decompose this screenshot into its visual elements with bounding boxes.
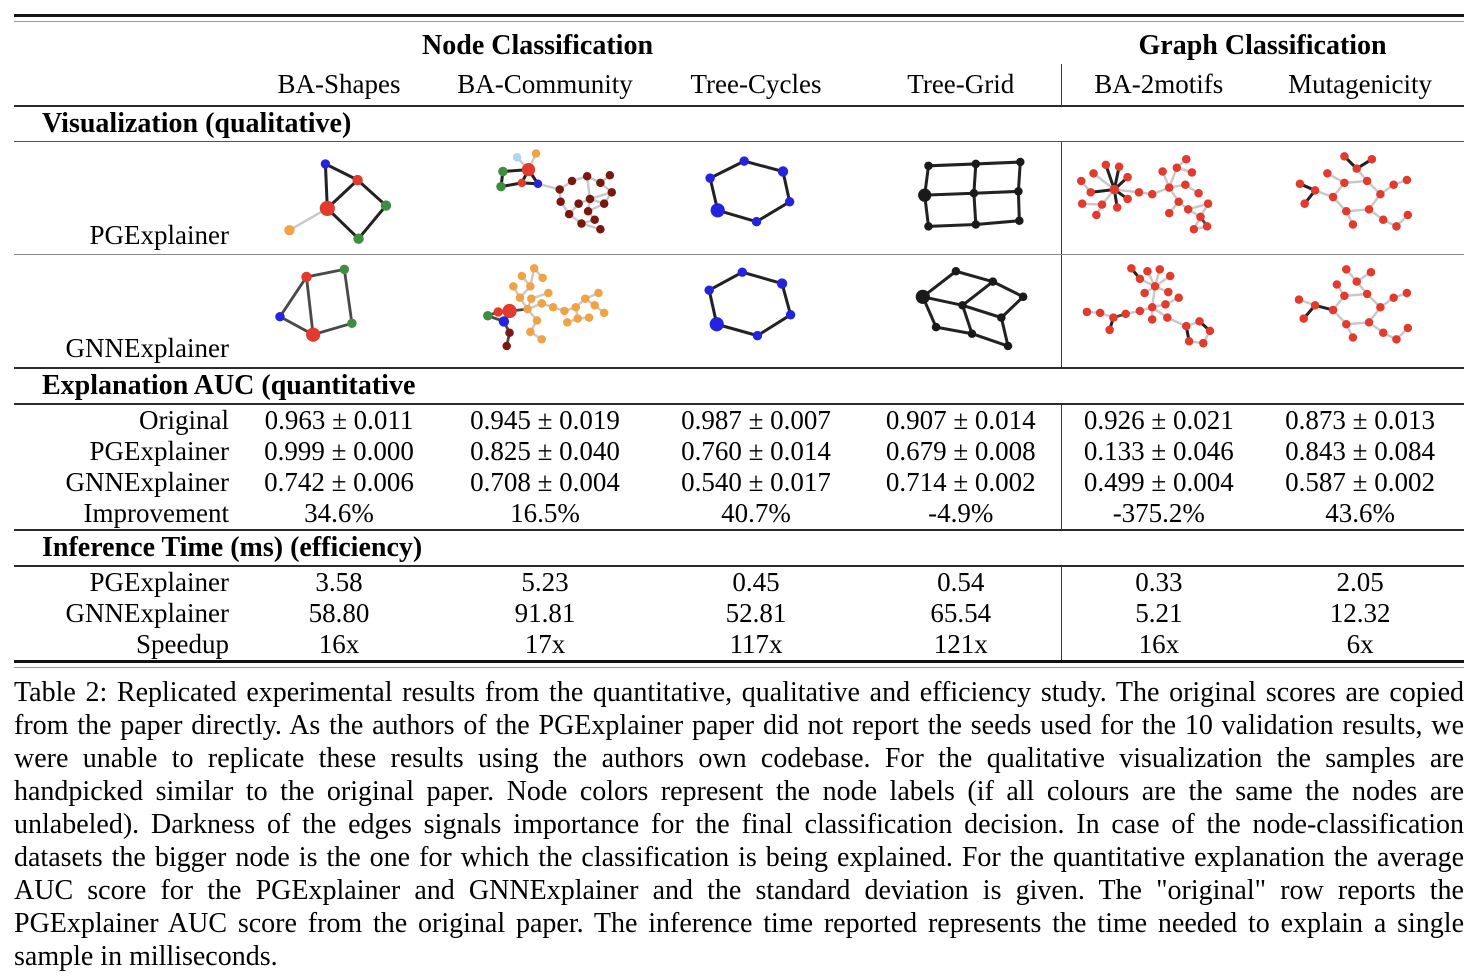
time-value-cell: 5.23	[521, 567, 569, 597]
auc-value-cell: 0.825 ± 0.040	[470, 436, 620, 466]
section-visualization-row	[14, 106, 1464, 142]
row-label: GNNExplainer	[65, 598, 229, 628]
viz-pg-ba-community-graph	[443, 145, 648, 251]
time-value-cell: 52.81	[725, 598, 787, 628]
row-label: GNNExplainer	[65, 467, 229, 497]
time-value-cell: 12.32	[1329, 598, 1391, 628]
time-value-cell: 91.81	[514, 598, 576, 628]
auc-value-cell: 0.987 ± 0.007	[681, 405, 831, 435]
viz-gnn-ba-shapes-graph	[239, 258, 444, 364]
speedup-cell: 121x	[933, 629, 988, 659]
viz-gnn-tree-grid-graph	[861, 258, 1066, 364]
column-header-tree-grid: Tree-Grid	[861, 64, 1061, 106]
auc-value-cell: 0.540 ± 0.017	[681, 467, 831, 497]
speedup-cell: 16x	[1061, 629, 1256, 660]
column-header-mutagenicity: Mutagenicity	[1256, 64, 1464, 106]
auc-value-cell: 0.907 ± 0.014	[885, 405, 1036, 435]
auc-row-improvement	[14, 498, 1464, 530]
time-value-cell: 0.45	[732, 567, 780, 597]
improvement-cell: 40.7%	[651, 498, 861, 530]
column-header-ba-community: BA-Community	[439, 64, 651, 106]
viz-gnn-tree-cycles-graph	[654, 258, 859, 364]
row-label: Original	[139, 405, 229, 435]
auc-value-cell: 0.963 ± 0.011	[264, 405, 414, 435]
auc-value-cell: 0.708 ± 0.004	[470, 467, 620, 497]
time-value-cell: 65.54	[930, 598, 992, 628]
group-header-graph-classification: Graph Classification	[1138, 30, 1387, 61]
viz-pg-ba-shapes-graph	[239, 145, 444, 251]
viz-pg-mutagenicity-graph	[1258, 145, 1463, 251]
column-header-empty	[14, 64, 239, 106]
row-label: GNNExplainer	[65, 333, 229, 363]
time-row-pgexplainer	[14, 566, 1464, 598]
column-header-ba-shapes: BA-Shapes	[239, 64, 439, 106]
auc-value-cell: 0.587 ± 0.002	[1285, 467, 1435, 497]
time-value-cell: 5.21	[1061, 598, 1256, 629]
section-title-visualization: Visualization (qualitative)	[14, 106, 1464, 142]
improvement-cell: -375.2%	[1061, 498, 1256, 530]
auc-value-cell: 0.679 ± 0.008	[885, 436, 1036, 466]
auc-value-cell: 0.760 ± 0.014	[681, 436, 831, 466]
auc-value-cell: 0.714 ± 0.002	[885, 467, 1036, 497]
group-header-node-classification: Node Classification	[422, 30, 654, 61]
table-top-rule	[14, 14, 1464, 22]
speedup-cell: 17x	[524, 629, 566, 659]
column-header-tree-cycles: Tree-Cycles	[651, 64, 861, 106]
row-label: PGExplainer	[14, 142, 239, 255]
time-value-cell: 58.80	[308, 598, 370, 628]
row-label: Speedup	[136, 629, 229, 659]
speedup-cell: 6x	[1346, 629, 1374, 659]
section-auc-row	[14, 368, 1464, 404]
column-header-ba-2motifs: BA-2motifs	[1061, 64, 1256, 106]
auc-value-cell: 0.133 ± 0.046	[1061, 436, 1256, 467]
viz-row-gnnexplainer	[14, 255, 1464, 369]
improvement-cell: 34.6%	[239, 498, 439, 530]
results-table	[14, 22, 1464, 660]
section-title-auc: Explanation AUC (quantitative	[14, 368, 1464, 404]
section-time-row	[14, 530, 1464, 566]
auc-value-cell: 0.843 ± 0.084	[1285, 436, 1435, 466]
time-value-cell: 3.58	[315, 567, 363, 597]
time-row-speedup	[14, 629, 1464, 660]
viz-pg-ba-2motifs-graph	[1062, 145, 1267, 251]
auc-value-cell: 0.945 ± 0.019	[470, 405, 620, 435]
viz-gnn-ba-community-graph	[443, 258, 648, 364]
auc-row-gnnexplainer	[14, 467, 1464, 498]
results-table-wrap	[14, 14, 1464, 668]
speedup-cell: 16x	[318, 629, 360, 659]
auc-value-cell: 0.999 ± 0.000	[264, 436, 414, 466]
table-caption: Table 2: Replicated experimental results from the quantitative, qualitative and efficiency study. The original scores are copied from the paper directly. As the authors of the PGExplainer paper did not report the seeds used for the 10 validation results, we were unable to replicate these results using the authors own codebase. For the qualitative visualization the samples are handpicked similar to the original paper. Node colors represent the node labels (if all colours are the same the nodes are unlabeled). Darkness of the edges signals importance for the final classification decision. In case of the node-classification datasets the bigger node is the one for which the classification is being explained. For the quantitative explanation the average AUC score for the PGExplainer and GNNExplainer and the standard deviation is given. The "original" row reports the PGExplainer AUC score from the original paper. The inference time reported represents the time needed to explain a single sample in milliseconds.	[14, 677, 1464, 972]
time-value-cell: 2.05	[1336, 567, 1384, 597]
auc-value-cell: 0.742 ± 0.006	[264, 467, 414, 497]
table-bottom-rule	[14, 660, 1464, 668]
viz-row-pgexplainer	[14, 142, 1464, 255]
viz-pg-tree-cycles-graph	[654, 145, 859, 251]
section-title-inference-time: Inference Time (ms) (efficiency)	[14, 530, 1464, 566]
row-label: Improvement	[14, 498, 239, 530]
improvement-cell: 43.6%	[1256, 498, 1464, 530]
improvement-cell: 16.5%	[439, 498, 651, 530]
viz-gnn-ba-2motifs-graph	[1062, 258, 1267, 364]
auc-row-pgexplainer	[14, 436, 1464, 467]
auc-row-original	[14, 404, 1464, 436]
time-value-cell: 0.33	[1061, 566, 1256, 598]
speedup-cell: 117x	[729, 629, 783, 659]
improvement-cell: -4.9%	[861, 498, 1061, 530]
auc-value-cell: 0.873 ± 0.013	[1285, 405, 1435, 435]
auc-value-cell: 0.926 ± 0.021	[1061, 404, 1256, 436]
viz-gnn-mutagenicity-graph	[1258, 258, 1463, 364]
time-value-cell: 0.54	[937, 567, 985, 597]
auc-value-cell: 0.499 ± 0.004	[1061, 467, 1256, 498]
viz-pg-tree-grid-graph	[861, 145, 1066, 251]
row-label: PGExplainer	[89, 436, 229, 466]
row-label: PGExplainer	[89, 567, 229, 597]
column-header-row	[14, 64, 1464, 106]
time-row-gnnexplainer	[14, 598, 1464, 629]
group-header-row	[14, 22, 1464, 64]
